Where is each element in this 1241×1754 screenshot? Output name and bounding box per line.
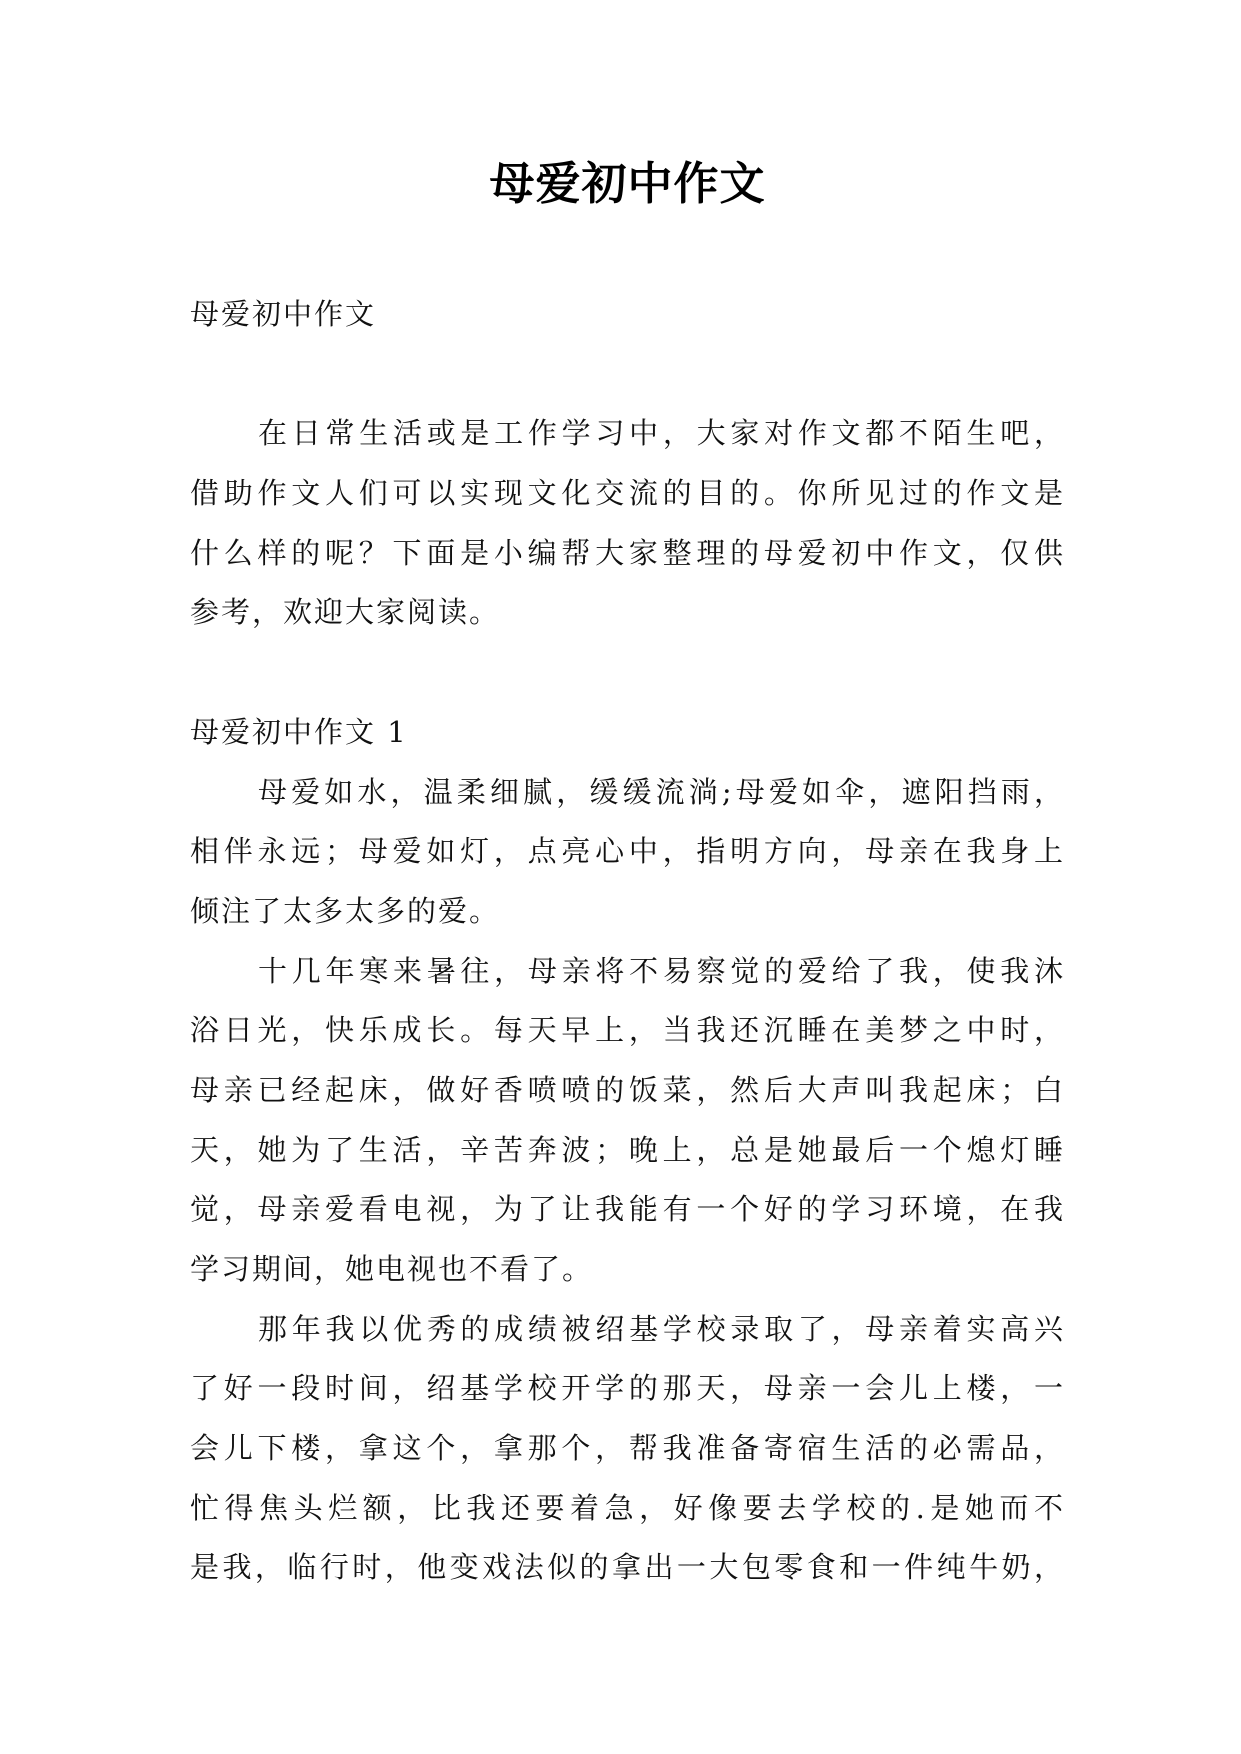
paragraph-line: 参考，欢迎大家阅读。 bbox=[190, 595, 501, 630]
paragraph-line: 是我，临行时，他变戏法似的拿出一大包零食和一件纯牛奶， bbox=[190, 1550, 1065, 1585]
paragraph-line: 天，她为了生活，辛苦奔波；晚上，总是她最后一个熄灯睡 bbox=[190, 1132, 1065, 1167]
paragraph-line: 母爱如水，温柔细腻，缓缓流淌;母爱如伞，遮阳挡雨， bbox=[258, 774, 1065, 809]
paragraph-line: 倾注了太多太多的爱。 bbox=[190, 893, 501, 928]
paragraph-line: 母亲已经起床，做好香喷喷的饭菜，然后大声叫我起床；白 bbox=[190, 1072, 1065, 1107]
document-title: 母爱初中作文 bbox=[489, 157, 766, 210]
paragraph-line: 借助作文人们可以实现文化交流的目的。你所见过的作文是 bbox=[190, 476, 1065, 511]
paragraph-line: 十几年寒来暑往，母亲将不易察觉的爱给了我，使我沐 bbox=[258, 953, 1065, 988]
paragraph-line: 学习期间，她电视也不看了。 bbox=[190, 1252, 594, 1286]
paragraph-line: 在日常生活或是工作学习中，大家对作文都不陌生吧， bbox=[258, 416, 1065, 451]
essay-paragraph bbox=[190, 763, 1065, 942]
section-heading: 母爱初中作文 1 bbox=[190, 714, 408, 749]
essay-paragraph bbox=[190, 942, 1065, 1300]
paragraph-line: 忙得焦头烂额，比我还要着急，好像要去学校的.是她而不 bbox=[190, 1490, 1065, 1525]
essay-section bbox=[190, 703, 1065, 1598]
paragraph-line: 觉，母亲爱看电视，为了让我能有一个好的学习环境，在我 bbox=[190, 1192, 1065, 1227]
essay-paragraph bbox=[190, 1300, 1065, 1598]
paragraph-line: 相伴永远；母爱如灯，点亮心中，指明方向，母亲在我身上 bbox=[190, 834, 1065, 869]
paragraph-line: 那年我以优秀的成绩被绍基学校录取了，母亲着实高兴 bbox=[258, 1311, 1065, 1346]
paragraph-line: 会儿下楼，拿这个，拿那个，帮我准备寄宿生活的必需品， bbox=[190, 1431, 1065, 1466]
document-body bbox=[190, 285, 1065, 1598]
paragraph-line: 浴日光，快乐成长。每天早上，当我还沉睡在美梦之中时， bbox=[190, 1013, 1065, 1048]
intro-paragraph bbox=[190, 404, 1065, 643]
paragraph-line: 了好一段时间，绍基学校开学的那天，母亲一会儿上楼，一 bbox=[190, 1371, 1065, 1406]
paragraph-line: 什么样的呢？下面是小编帮大家整理的母爱初中作文，仅供 bbox=[190, 535, 1065, 570]
document-subtitle: 母爱初中作文 bbox=[190, 297, 377, 331]
